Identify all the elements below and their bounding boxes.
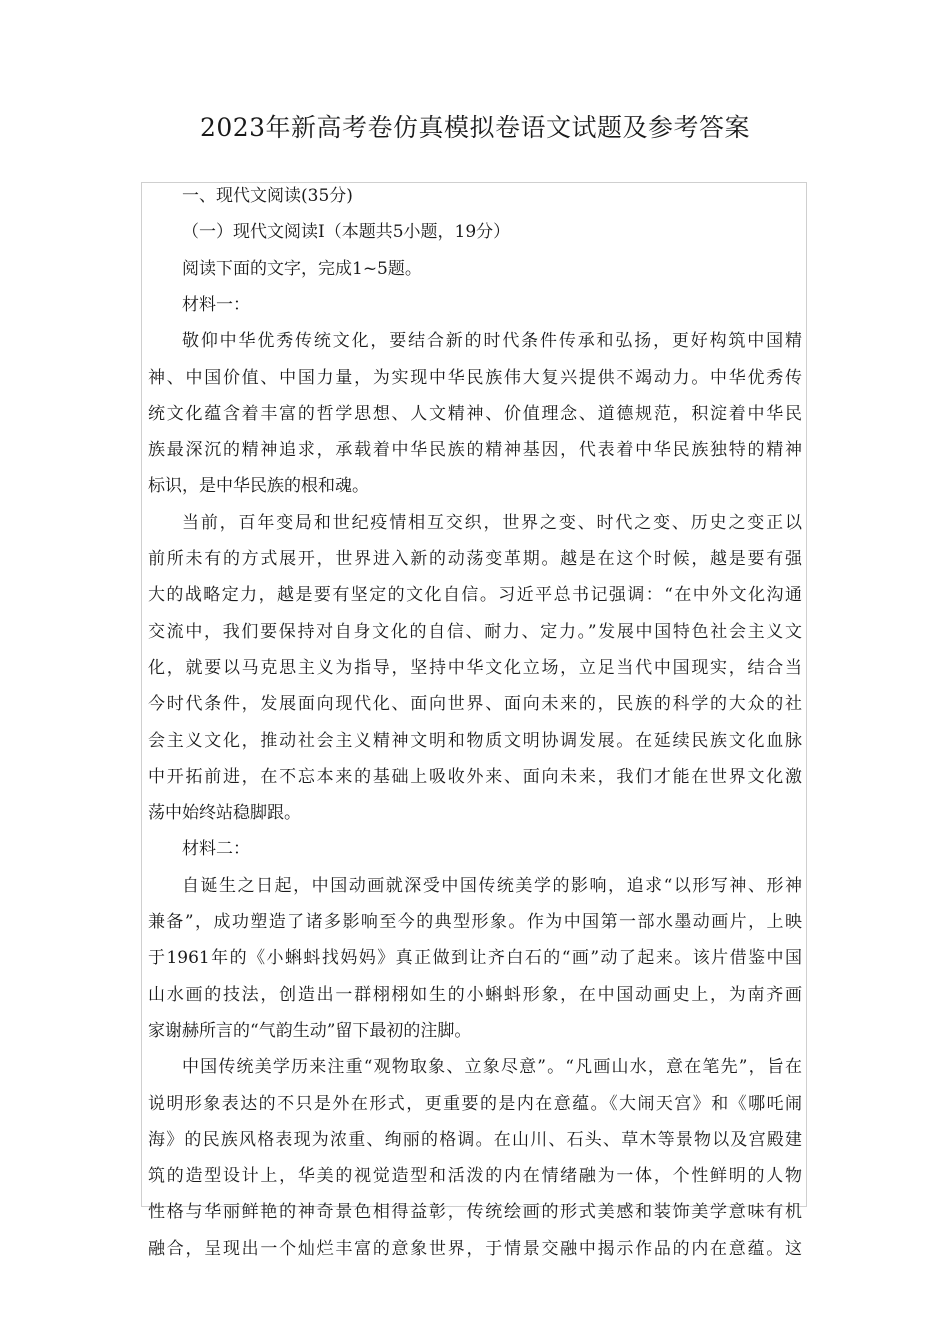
text-line: 交流中，我们要保持对自身文化的自信、耐力、定力。”发展中国特色社会主义文	[148, 621, 802, 642]
text-line: 族最深沉的精神追求，承载着中华民族的精神基因，代表着中华民族独特的精神	[148, 440, 802, 461]
text-line: 神、中国价值、中国力量，为实现中华民族伟大复兴提供不竭动力。中华优秀传	[148, 367, 802, 388]
text-line: 会主义文化，推动社会主义精神文明和物质文明协调发展。在延续民族文化血脉	[148, 730, 802, 751]
text-line: 说明形象表达的不只是外在形式，更重要的是内在意蕴。《大闹天宫》和《哪吒闹	[148, 1093, 802, 1114]
text-line: 标识，是中华民族的根和魂。	[148, 476, 369, 497]
text-line: 大的战略定力，越是要有坚定的文化自信。习近平总书记强调：“在中外文化沟通	[148, 585, 802, 606]
text-line: 家谢赫所言的“气韵生动”留下最初的注脚。	[148, 1020, 472, 1041]
text-line: （一）现代文阅读Ⅰ（本题共5小题，19分）	[182, 222, 511, 243]
text-line: 一、现代文阅读(35分)	[182, 186, 353, 206]
text-line: 材料二：	[182, 839, 250, 860]
text-line: 山水画的技法，创造出一群栩栩如生的小蝌蚪形象，在中国动画史上，为南齐画	[148, 984, 802, 1005]
text-line: 兼备”，成功塑造了诸多影响至今的典型形象。作为中国第一部水墨动画片，上映	[148, 912, 802, 932]
content-frame	[141, 182, 807, 1259]
text-line: 敬仰中华优秀传统文化，要结合新的时代条件传承和弘扬，更好构筑中国精	[182, 331, 802, 352]
text-line: 海》的民族风格表现为浓重、绚丽的格调。在山川、石头、草木等景物以及宫殿建	[148, 1129, 802, 1150]
text-line: 中开拓前进，在不忘本来的基础上吸收外来、面向未来，我们才能在世界文化激	[148, 766, 802, 787]
text-line: 融合，呈现出一个灿烂丰富的意象世界，于情景交融中揭示作品的内在意蕴。这	[148, 1238, 802, 1259]
text-line: 自诞生之日起，中国动画就深受中国传统美学的影响，追求“以形写神、形神	[182, 875, 802, 896]
text-line: 性格与华丽鲜艳的神奇景色相得益彰，传统绘画的形式美感和装饰美学意味有机	[148, 1202, 802, 1223]
text-line: 材料一：	[182, 294, 250, 315]
text-line: 荡中始终站稳脚跟。	[148, 803, 301, 824]
text-line: 中国传统美学历来注重“观物取象、立象尽意”。“凡画山水，意在笔先”，旨在	[182, 1057, 802, 1078]
text-line: 统文化蕴含着丰富的哲学思想、人文精神、价值理念、道德规范，积淀着中华民	[148, 403, 802, 424]
text-line: 前所未有的方式展开，世界进入新的动荡变革期。越是在这个时候，越是要有强	[148, 549, 802, 569]
text-line: 今时代条件，发展面向现代化、面向世界、面向未来的，民族的科学的大众的社	[148, 694, 802, 715]
document-title: 2023年新高考卷仿真模拟卷语文试题及参考答案	[199, 113, 751, 142]
text-line: 阅读下面的文字，完成1~5题。	[182, 258, 422, 279]
text-line: 化，就要以马克思主义为指导，坚持中华文化立场，立足当代中国现实，结合当	[148, 657, 802, 678]
text-line: 于1961年的《小蝌蚪找妈妈》真正做到让齐白石的“画”动了起来。该片借鉴中国	[148, 948, 802, 969]
text-line: 当前，百年变局和世纪疫情相互交织，世界之变、时代之变、历史之变正以	[182, 512, 802, 533]
text-line: 筑的造型设计上，华美的视觉造型和活泼的内在情绪融为一体，个性鲜明的人物	[148, 1166, 802, 1187]
